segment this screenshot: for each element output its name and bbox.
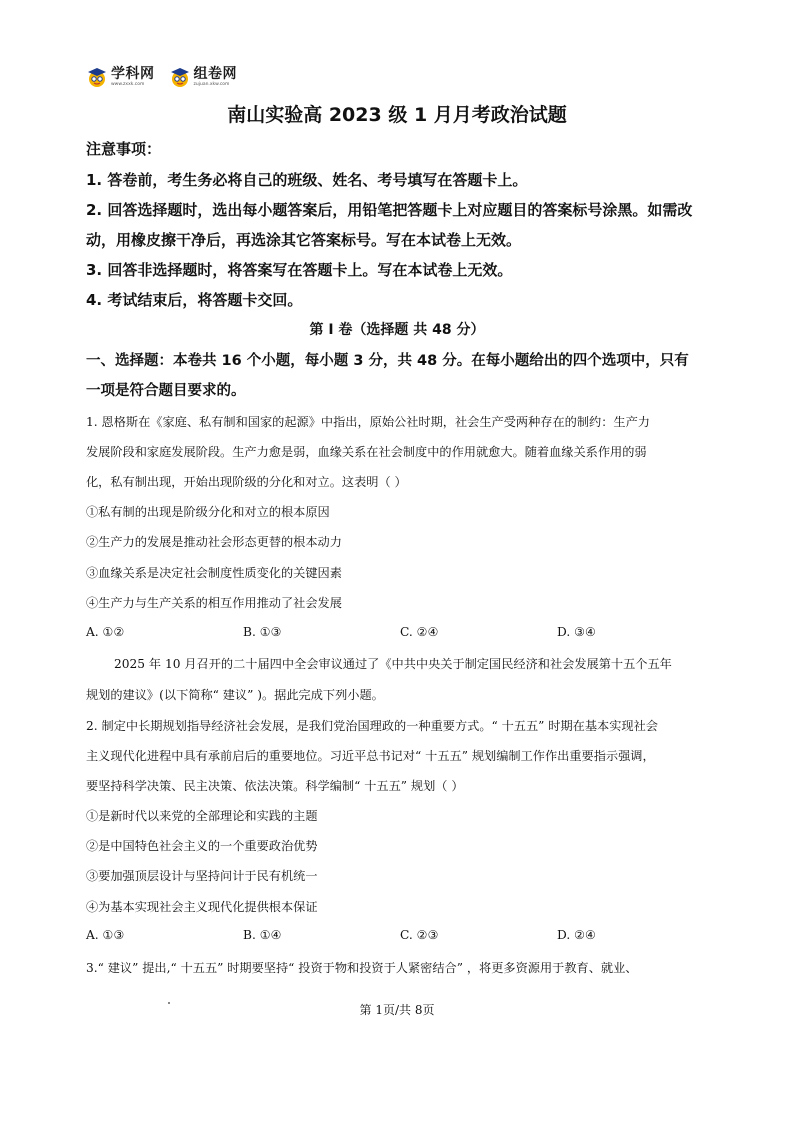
q1-choice-c: C. ②④: [400, 625, 439, 639]
section-instruction: 一、选择题：本卷共 16 个小题，每小题 3 分，共 48 分。在每小题给出的四个选项中，只有: [86, 353, 689, 369]
notice-item: 动，用橡皮擦干净后，再选涂其它答案标号。写在本试卷上无效。: [86, 231, 522, 249]
q1-text: 1. 恩格斯在《家庭、私有制和国家的起源》中指出，原始公社时期，社会生产受两种存在的制约：生产力: [86, 415, 650, 429]
q3-text: 3.“ 建议” 提出,“ 十五五” 时期要坚持“ 投资于物和投资于人紧密结合” ，将更多资源用于教育、就业、: [86, 961, 638, 975]
q2-choice-d: D. ②④: [557, 928, 596, 942]
q1-statement: ④生产力与生产关系的相互作用推动了社会发展: [86, 596, 342, 610]
q2-statement: ④为基本实现社会主义现代化提供根本保证: [86, 900, 318, 914]
header-logos: [86, 62, 237, 92]
q2-choice-b: B. ①④: [243, 928, 282, 942]
notice-item: 3. 回答非选择题时，将答案写在答题卡上。写在本试卷上无效。: [86, 261, 513, 279]
xuekewang-logo: [86, 66, 155, 88]
q1-statement: ②生产力的发展是推动社会形态更替的根本动力: [86, 535, 342, 549]
q1-text: 化，私有制出现，开始出现阶级的分化和对立。这表明（ ）: [86, 475, 407, 489]
q2-text: 2. 制定中长期规划指导经济社会发展，是我们党治国理政的一种重要方式。“ 十五五” 时期在基本实现社会: [86, 719, 658, 733]
exam-title: 南山实验高 2023 级 1 月月考政治试题: [227, 104, 567, 126]
q2-choice-c: C. ②③: [400, 928, 439, 942]
part-title: 第 Ⅰ 卷（选择题 共 48 分）: [309, 322, 485, 338]
q1-statement: ①私有制的出现是阶级分化和对立的根本原因: [86, 505, 330, 519]
q1-choice-a: A. ①②: [86, 625, 125, 639]
logo-name: 组卷网: [193, 65, 237, 82]
q2-choice-a: A. ①③: [86, 928, 125, 942]
stem-text: 2025 年 10 月召开的二十届四中全会审议通过了《中共中央关于制定国民经济和社会发展第十五个五年: [114, 657, 672, 671]
stem-text: 规划的建议》(以下简称“ 建议” )。据此完成下列小题。: [86, 688, 384, 702]
q2-statement: ①是新时代以来党的全部理论和实践的主题: [86, 809, 318, 823]
notice-item: 1. 答卷前，考生务必将自己的班级、姓名、考号填写在答题卡上。: [86, 171, 528, 189]
logo-name: 学科网: [111, 65, 155, 82]
q1-statement: ③血缘关系是决定社会制度性质变化的关键因素: [86, 566, 342, 580]
student-mascot-icon: [169, 66, 191, 88]
notice-item: 2. 回答选择题时，选出每小题答案后，用铅笔把答题卡上对应题目的答案标号涂黑。如需改: [86, 201, 693, 219]
q2-statement: ②是中国特色社会主义的一个重要政治优势: [86, 839, 318, 853]
logo-url: www.zxxk.com: [111, 81, 145, 87]
notice-heading: 注意事项：: [86, 140, 162, 158]
q2-statement: ③要加强顶层设计与坚持问计于民有机统一: [86, 869, 318, 883]
q1-choice-d: D. ③④: [557, 625, 596, 639]
page-footer: 第 1页/共 8页: [359, 1003, 435, 1017]
section-instruction: 一项是符合题目要求的。: [86, 383, 246, 399]
zujuanwang-logo: [169, 66, 238, 88]
q2-text: 主义现代化进程中具有承前启后的重要地位。习近平总书记对“ 十五五” 规划编制工作作出重要指示强调，: [86, 749, 655, 763]
q1-text: 发展阶段和家庭发展阶段。生产力愈是弱，血缘关系在社会制度中的作用就愈大。随着血缘关系作用的弱: [86, 445, 647, 459]
q1-choice-b: B. ①③: [243, 625, 282, 639]
student-mascot-icon: [86, 66, 108, 88]
q2-text: 要坚持科学决策、民主决策、依法决策。科学编制“ 十五五” 规划（ ）: [86, 779, 464, 793]
notice-item: 4. 考试结束后，将答题卡交回。: [86, 291, 303, 309]
logo-url: zujuan.xkw.com: [193, 81, 230, 87]
